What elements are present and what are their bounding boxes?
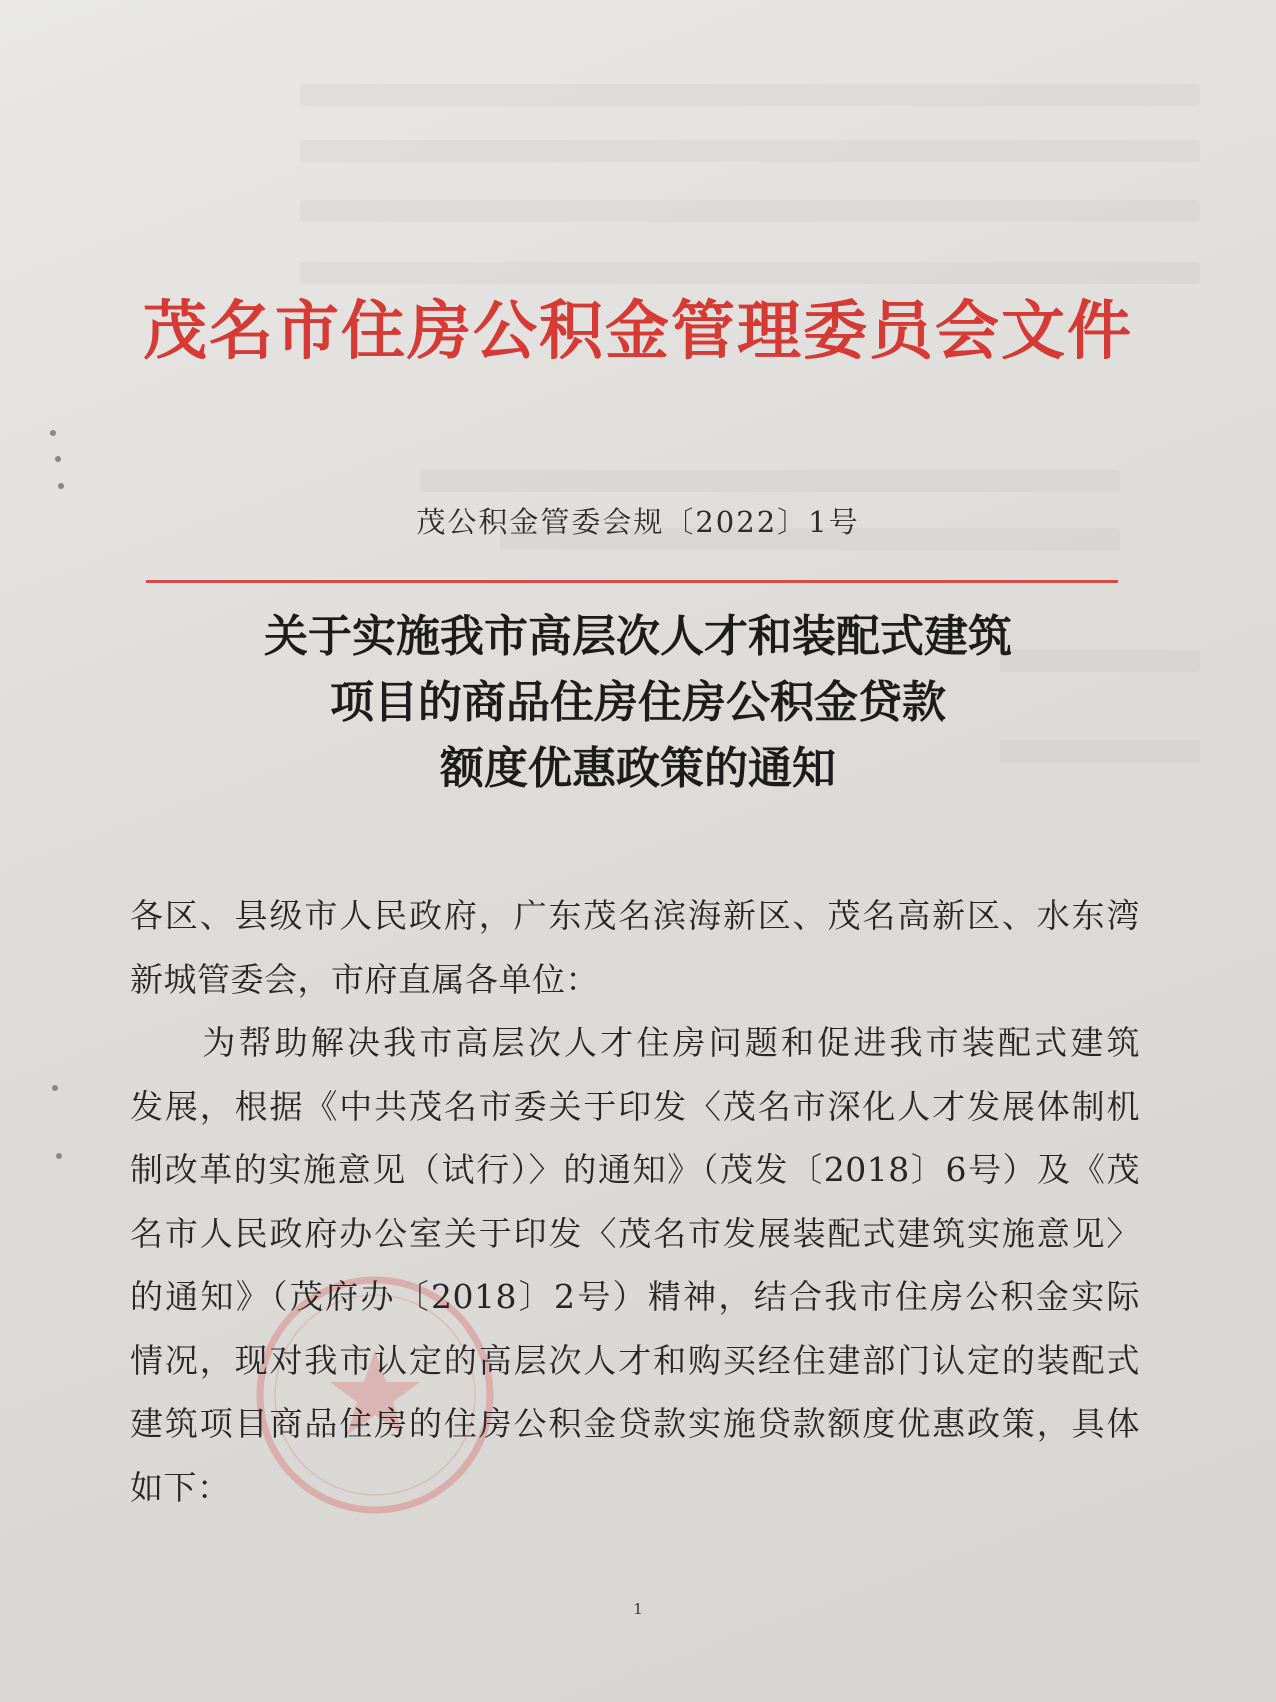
bleed-through: [420, 470, 1120, 492]
red-divider: [146, 580, 1118, 583]
bleed-through: [300, 200, 1200, 222]
doc-number: 茂公积金管委会规〔2022〕1号: [416, 505, 860, 539]
notice-title-line: 项目的商品住房住房公积金贷款: [330, 677, 946, 728]
notice-title-line: 关于实施我市高层次人才和装配式建筑: [264, 611, 1012, 662]
bleed-through: [300, 262, 1200, 284]
body-line: 建筑项目商品住房的住房公积金贷款实施贷款额度优惠政策，具体: [130, 1404, 1140, 1443]
binding-mark: [55, 456, 61, 462]
notice-title: [0, 604, 1276, 802]
body-line: 新城管委会，市府直属各单位：: [130, 959, 599, 999]
binding-mark: [50, 430, 56, 436]
org-title: 茂名市住房公积金管理委员会文件: [143, 295, 1133, 369]
body-line: 各区、县级市人民政府，广东茂名滨海新区、茂名高新区、水东湾: [130, 896, 1140, 935]
body-text: [130, 884, 1140, 1519]
bleed-through: [300, 140, 1200, 162]
binding-mark: [58, 483, 64, 489]
binding-mark: [52, 1085, 58, 1091]
bleed-through: [300, 84, 1200, 106]
binding-mark: [56, 1153, 62, 1159]
body-line: 情况，现对我市认定的高层次人才和购买经住建部门认定的装配式: [130, 1340, 1140, 1380]
body-line: 的通知》（茂府办〔2018〕2号）精神，结合我市住房公积金实际: [130, 1277, 1140, 1316]
body-line: 名市人民政府办公室关于印发〈茂名市发展装配式建筑实施意见〉: [130, 1213, 1140, 1253]
body-line: 制改革的实施意见（试行）〉的通知》（茂发〔2018〕6号）及《茂: [130, 1150, 1140, 1189]
page-number: 1: [633, 1600, 643, 1618]
body-line: 发展，根据《中共茂名市委关于印发〈茂名市深化人才发展体制机: [130, 1086, 1140, 1126]
body-line: 为帮助解决我市高层次人才住房问题和促进我市装配式建筑: [130, 1023, 1140, 1062]
notice-title-line: 额度优惠政策的通知: [440, 743, 836, 794]
body-line: 如下：: [130, 1467, 231, 1507]
